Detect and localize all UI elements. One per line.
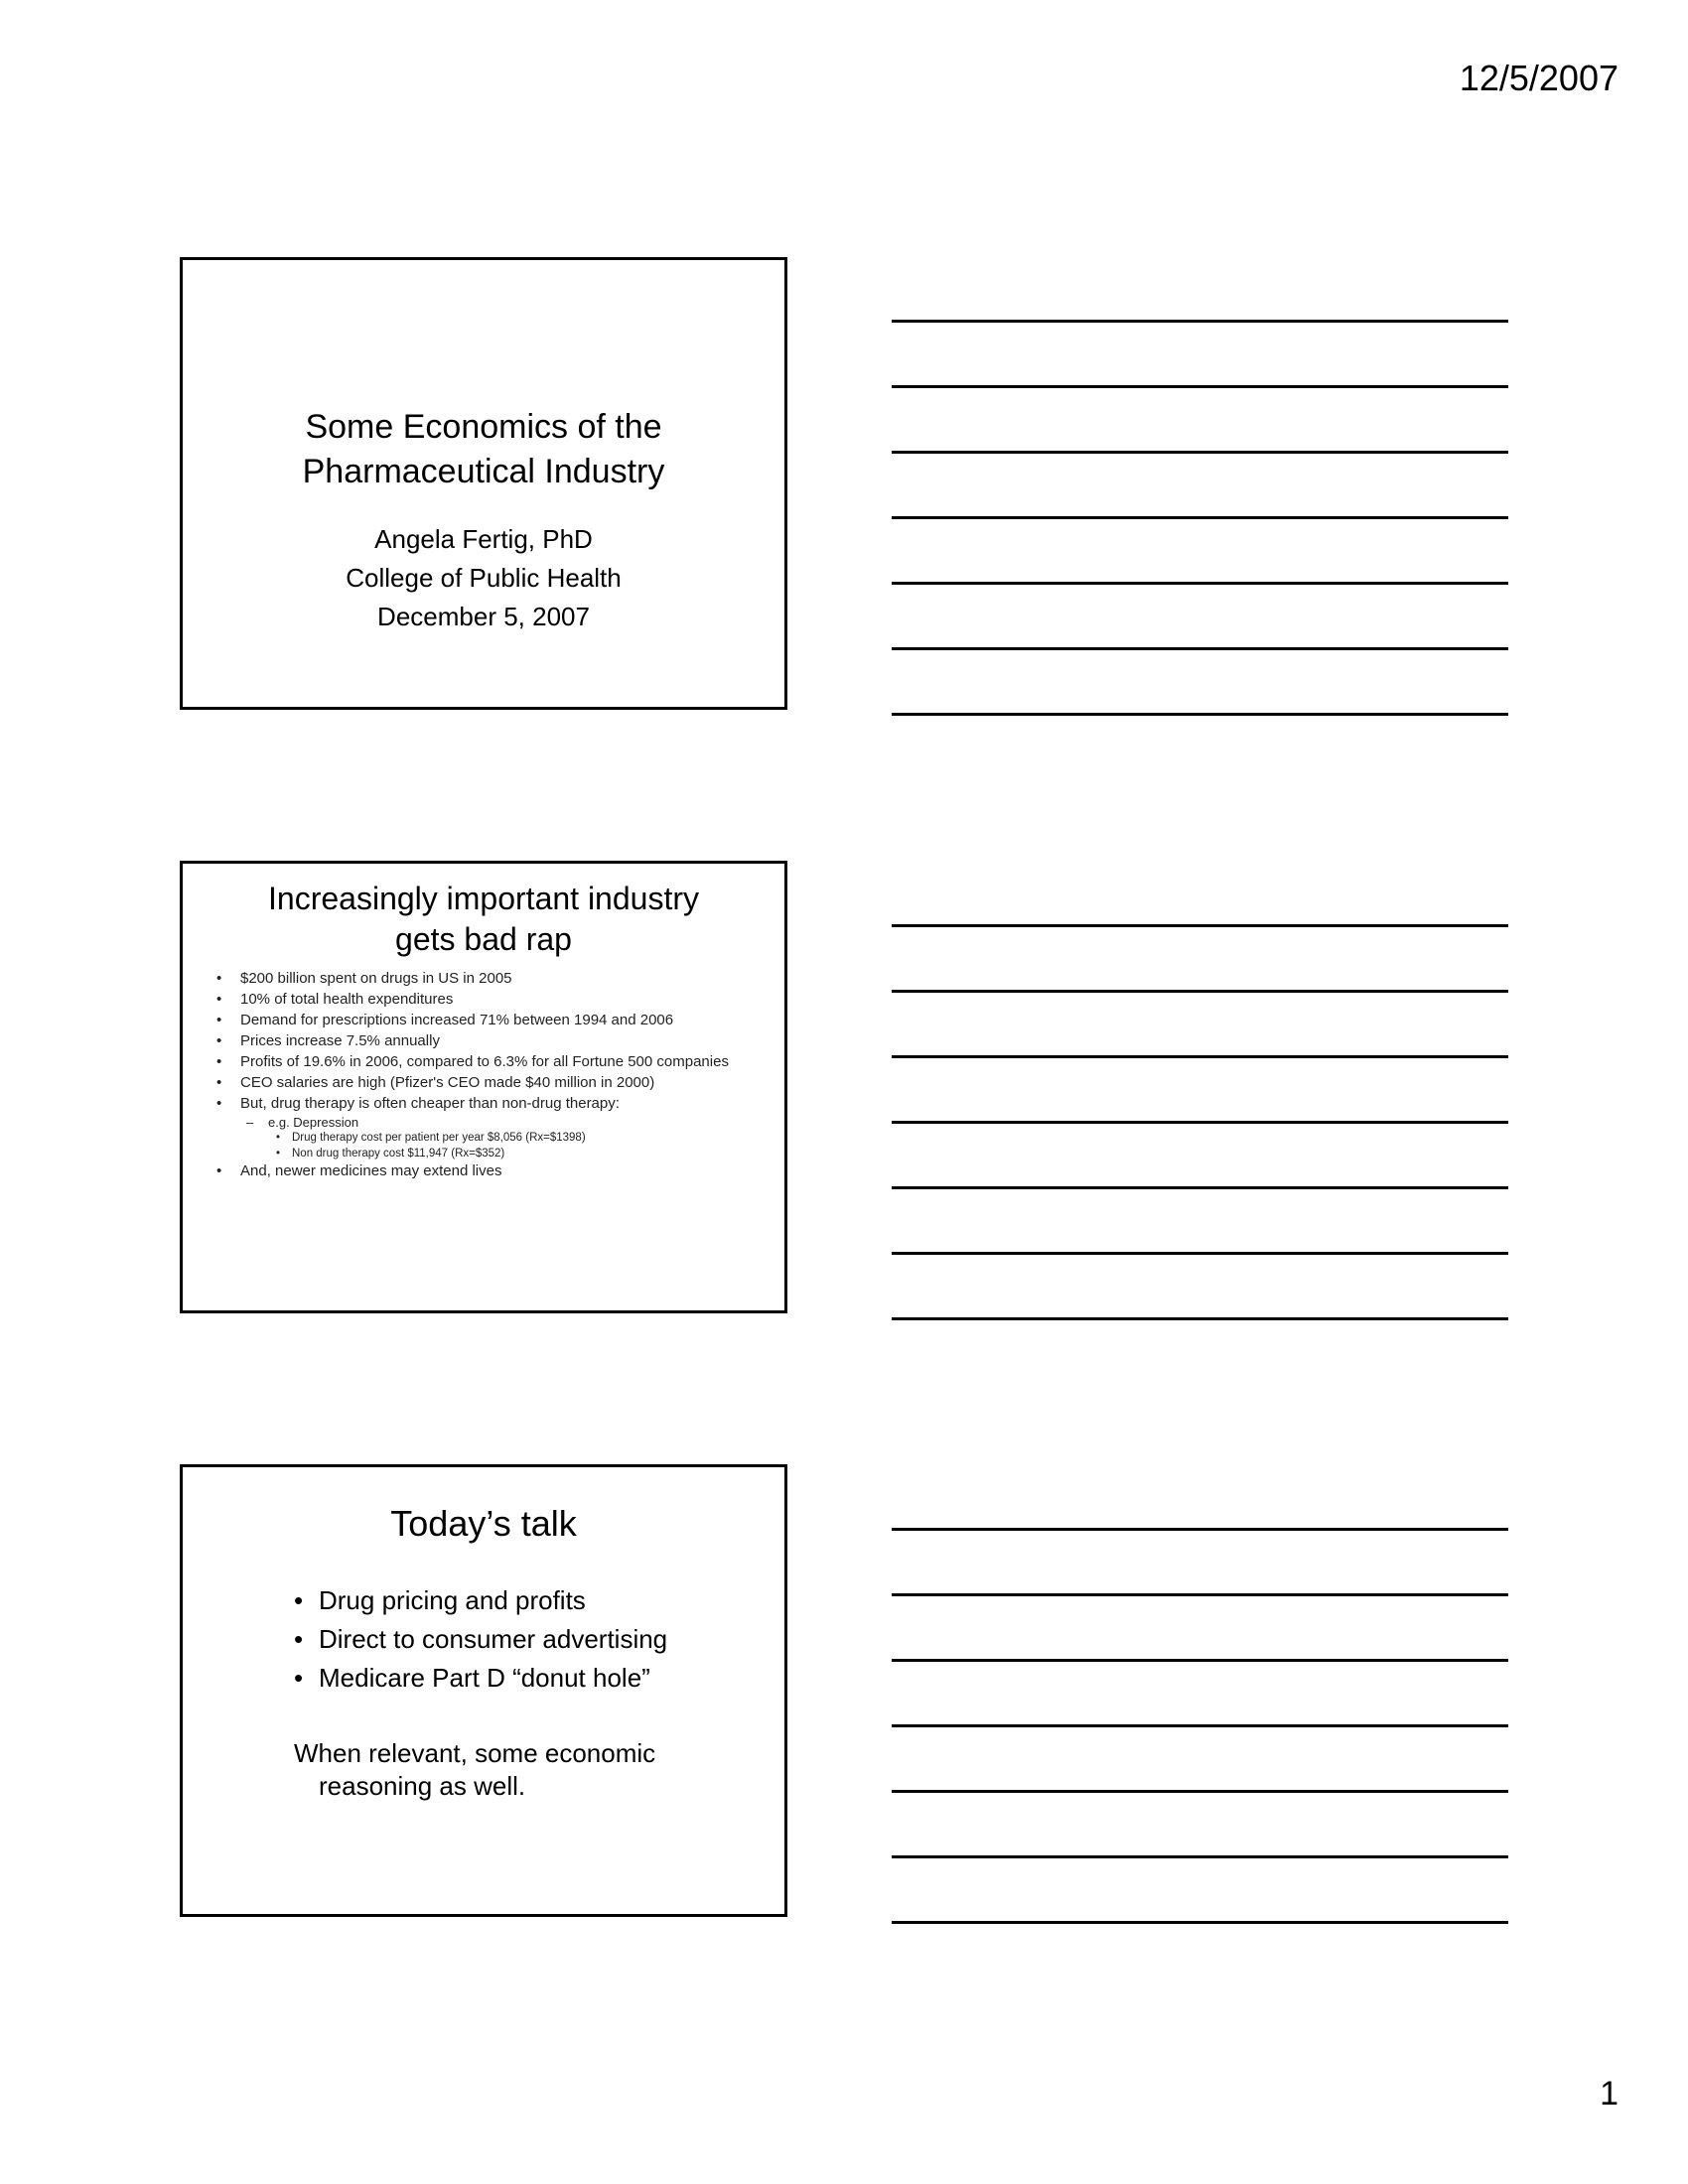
bullet-item: • And, newer medicines may extend lives xyxy=(216,1161,765,1180)
slide-3-bullet-list xyxy=(294,1581,765,1698)
sub-sub-bullet-item: • Drug therapy cost per patient per year $8,056 (Rx=$1398) xyxy=(216,1130,765,1146)
bullet-item: • Drug pricing and profits xyxy=(294,1581,765,1620)
slide-1-title-line: Some Economics of the xyxy=(305,408,662,446)
slide-2-bullet-list xyxy=(216,969,765,1182)
note-line xyxy=(892,1659,1508,1662)
slide-3-thumbnail xyxy=(180,1464,787,1917)
note-line xyxy=(892,1317,1508,1320)
bullet-item: • $200 billion spent on drugs in US in 2005 xyxy=(216,969,765,988)
sub-sub-bullet-item: • Non drug therapy cost $11,947 (Rx=$352) xyxy=(216,1146,765,1161)
note-line xyxy=(892,1593,1508,1596)
note-line xyxy=(892,1528,1508,1531)
note-line xyxy=(892,582,1508,585)
presentation-date: December 5, 2007 xyxy=(377,602,590,631)
note-line xyxy=(892,1790,1508,1793)
slide-3-title: Today’s talk xyxy=(390,1503,577,1544)
note-line xyxy=(892,320,1508,323)
note-line xyxy=(892,1252,1508,1255)
note-line xyxy=(892,1186,1508,1189)
note-line xyxy=(892,1855,1508,1858)
note-line xyxy=(892,647,1508,650)
slide-1-thumbnail xyxy=(180,257,787,710)
page-date: 12/5/2007 xyxy=(1459,58,1618,98)
bullet-item: • Medicare Part D “donut hole” xyxy=(294,1659,765,1698)
sub-bullet-item: – e.g. Depression xyxy=(216,1115,765,1130)
slide-3-note-line: reasoning as well. xyxy=(319,1771,526,1801)
author-affiliation: College of Public Health xyxy=(346,563,622,593)
slide-2-title xyxy=(183,879,784,960)
note-line xyxy=(892,451,1508,454)
note-line xyxy=(892,1121,1508,1124)
note-line xyxy=(892,1921,1508,1924)
bullet-item: • Direct to consumer advertising xyxy=(294,1620,765,1659)
slide-2-title-line: gets bad rap xyxy=(395,921,572,957)
slide-1-subtitle xyxy=(183,520,784,636)
note-line xyxy=(892,1055,1508,1058)
note-line xyxy=(892,713,1508,716)
bullet-item: • 10% of total health expenditures xyxy=(216,990,765,1009)
slide-3-note-line: When relevant, some economic xyxy=(294,1738,656,1768)
slide-3-note xyxy=(294,1737,721,1803)
page-number: 1 xyxy=(1600,2075,1618,2113)
note-line xyxy=(892,990,1508,993)
slide-2-thumbnail xyxy=(180,861,787,1313)
slide-1-title xyxy=(183,405,784,494)
bullet-item: • Demand for prescriptions increased 71% between 1994 and 2006 xyxy=(216,1011,765,1029)
note-line xyxy=(892,385,1508,388)
bullet-item: • But, drug therapy is often cheaper than non-drug therapy: xyxy=(216,1094,765,1113)
slide-2-title-line: Increasingly important industry xyxy=(268,881,699,916)
author-name: Angela Fertig, PhD xyxy=(374,524,593,554)
bullet-item: • Prices increase 7.5% annually xyxy=(216,1031,765,1050)
bullet-item: • Profits of 19.6% in 2006, compared to 6.3% for all Fortune 500 companies xyxy=(216,1052,765,1071)
slide-1-title-line: Pharmaceutical Industry xyxy=(302,453,665,490)
bullet-item: • CEO salaries are high (Pfizer's CEO made $40 million in 2000) xyxy=(216,1073,765,1092)
note-line xyxy=(892,924,1508,927)
note-line xyxy=(892,1724,1508,1727)
note-line xyxy=(892,516,1508,519)
